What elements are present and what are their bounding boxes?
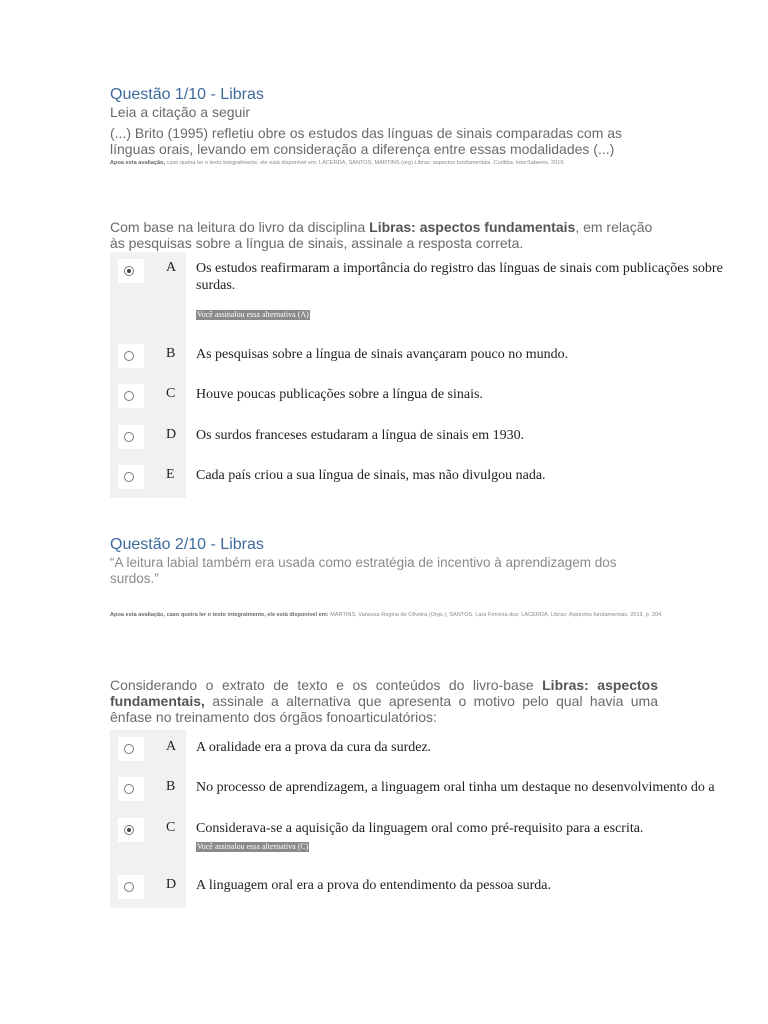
- option-e-text: Cada país criou a sua língua de sinais, mas não divulgou nada.: [196, 468, 546, 483]
- radio-checked-icon: [124, 266, 134, 276]
- option-a-text-line1: Os estudos reafirmaram a importância do registro das línguas de sinais com publicações sobre: [196, 261, 723, 276]
- radio-icon: [124, 351, 134, 361]
- question-2-quote: “A leitura labial também era usada como estratégia de incentivo à aprendizagem dos surdos.”: [110, 555, 617, 586]
- radio-icon: [124, 744, 134, 754]
- source-text: caso queira ler o texto integralmente, ele está disponível em: LACERDA, SANTOS, MARTINS (org) Libras: aspectos fundamentais. Curitiba: InterSaberes, 2019.: [165, 160, 565, 166]
- radio-icon: [124, 391, 134, 401]
- question-1-title: Questão 1/10 - Libras: [110, 86, 264, 103]
- radio-checked-icon: [124, 825, 134, 835]
- option-a-radio[interactable]: [118, 259, 144, 283]
- option-c-text: Considerava-se a aquisição da linguagem oral como pré-requisito para a escrita.: [196, 821, 644, 836]
- option-a-text: A oralidade era a prova da cura da surdez.: [196, 740, 432, 755]
- option-e-radio[interactable]: [118, 465, 144, 489]
- option-letter: A: [166, 739, 177, 754]
- question-1-options-column: [110, 252, 186, 498]
- radio-icon: [124, 472, 134, 482]
- option-b-text: No processo de aprendizagem, a linguagem oral tinha um destaque no desenvolvimento do a: [196, 780, 715, 795]
- option-d-text: A linguagem oral era a prova do entendimento da pessoa surda.: [196, 878, 551, 893]
- option-d-radio[interactable]: [118, 875, 144, 899]
- option-d-text: Os surdos franceses estudaram a língua de sinais em 1930.: [196, 428, 525, 443]
- option-c-radio[interactable]: [118, 818, 144, 842]
- source-text: MARTINS, Vanessa Regina de Oliveira (Orgs.); SANTOS, Lara Ferreira dos; LACERDA, Libras: Aspectos fundamentais. 2019. p. 204.: [328, 612, 663, 618]
- option-b-radio[interactable]: [118, 344, 144, 368]
- option-b-radio[interactable]: [118, 777, 144, 801]
- prompt-text: assinale a alternativa que apresenta o motivo pelo qual havia uma ênfase no treinamento dos órgãos fonoarticulatórios:: [110, 693, 658, 725]
- source-bold: Apoa esta avaliação,: [110, 160, 166, 166]
- question-1-subtitle: Leia a citação a seguir: [110, 104, 251, 120]
- option-c-radio[interactable]: [118, 384, 144, 408]
- option-b-text: As pesquisas sobre a língua de sinais avançaram pouco no mundo.: [196, 347, 569, 362]
- question-2-source: [110, 610, 670, 621]
- option-a-radio[interactable]: [118, 737, 144, 761]
- option-letter: E: [166, 467, 175, 482]
- question-2-prompt: [110, 677, 658, 725]
- question-1-prompt: [110, 219, 658, 251]
- option-letter: C: [166, 820, 176, 835]
- selected-alternative-badge: Você assinalou essa alternativa (C): [197, 842, 309, 851]
- prompt-book-title: Libras: aspectos fundamentais,: [110, 677, 658, 709]
- option-letter: D: [166, 877, 177, 892]
- question-1-source: [110, 158, 670, 169]
- option-letter: C: [166, 386, 176, 401]
- radio-icon: [124, 432, 134, 442]
- option-a-text-line2: surdas.: [196, 278, 236, 293]
- prompt-text: Considerando o extrato de texto e os conteúdos do livro-base: [110, 677, 543, 693]
- option-letter: B: [166, 779, 176, 794]
- option-d-radio[interactable]: [118, 425, 144, 449]
- radio-icon: [124, 784, 134, 794]
- selected-alternative-badge: Você assinalou essa alternativa (A): [197, 310, 309, 319]
- source-bold: Apoa esta avaliação, caso queira ler o texto integralmente, ele está disponível em:: [110, 612, 329, 618]
- question-1-quote: (...) Brito (1995) refletiu obre os estudos das línguas de sinais comparadas com as línguas orais, levando em consideração a diferença entre essas modalidades (...): [110, 125, 623, 157]
- prompt-text: Com base na leitura do livro da disciplina: [110, 219, 370, 235]
- option-c-text: Houve poucas publicações sobre a língua de sinais.: [196, 387, 483, 402]
- prompt-text: , em relação às pesquisas sobre a língua de sinais, assinale a resposta correta.: [110, 219, 653, 251]
- option-letter: B: [166, 346, 176, 361]
- option-letter: A: [166, 260, 177, 275]
- prompt-book-title: Libras: aspectos fundamentais: [369, 219, 576, 235]
- radio-icon: [124, 882, 134, 892]
- question-2-title: Questão 2/10 - Libras: [110, 536, 264, 553]
- option-letter: D: [166, 427, 177, 442]
